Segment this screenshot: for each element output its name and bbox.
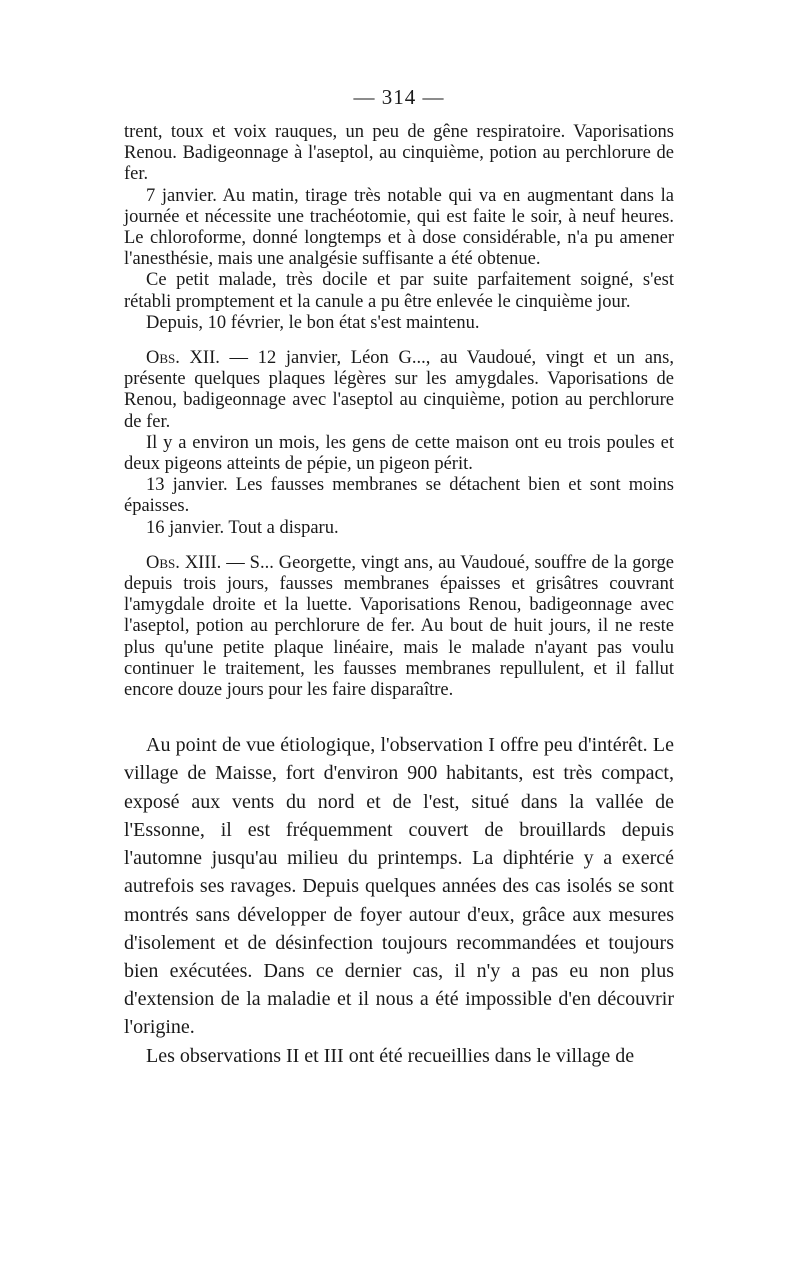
paragraph-etiology: Au point de vue étiologique, l'observation I offre peu d'intérêt. Le village de Maisse, fort d'environ 900 habitants, est très compact, exposé aux vents du nord et de l'est, situé dans la vallée de l'Essonne, il est fréquemment couvert de brouillards depuis l'automne jusqu'au milieu du printemps. La diphtérie y a exercé autrefois ses ravages. Depuis quelques années des cas isolés se sont montrés sans développer de foyer autour d'eux, grâce aux mesures d'isolement et de désinfection toujours recommandées et toujours bien exécutées. Dans ce dernier cas, il n'y a pas eu non plus d'extension de la maladie et il nous a été impossible d'en découvrir l'origine. [124,734,674,1039]
etiology-section [124,731,674,1069]
paragraph-continuation: trent, toux et voix rauques, un peu de gêne respiratoire. Vaporisations Renou. Badigeonnage à l'aseptol, au cinquième, potion au perchlorure de fer. [124,122,674,185]
observation-xii-label: Obs. XII. [146,348,220,369]
observation-xii-text: — 12 janvier, Léon G..., au Vaudoué, vingt et un ans, présente quelques plaques légères sur les amygdales. Vaporisations de Renou, badigeonnage avec l'aseptol au cinquième, potion au perchlorure de fer. [124,348,674,432]
observation-xiii-text: — S... Georgette, vingt ans, au Vaudoué, souffre de la gorge depuis trois jours, fausses membranes épaisses et grisâtres couvrant l'amygdale droite et la luette. Vaporisations Renou, badigeonnage avec l'aseptol, potion au perchlorure de fer. Au bout de huit jours, il ne reste plus qu'une petite plaque linéaire, mais le malade n'ayant pas voulu continuer le traitement, les fausses membranes repullulent, et il fallut encore douze jours pour les faire disparaître. [124,552,674,701]
observation-xii [124,348,674,433]
paragraph-jan-7: 7 janvier. Au matin, tirage très notable qui va en augmentant dans la journée et nécessite une trachéotomie, qui est faite le soir, à neuf heures. Le chloroforme, donné longtemps et à dose considérable, n'a pu amener l'anesthésie, mais une analgésie suffisante a été obtenue. [124,185,674,270]
paragraph-observations-ii-iii: Les observations II et III ont été recueillies dans le village de [146,1044,635,1067]
observation-xiii-label: Obs. XIII. [146,552,222,573]
paragraph-jan-13: 13 janvier. Les fausses membranes se détachent bien et sont moins épaisses. [124,475,674,517]
paragraph-feb-10: Depuis, 10 février, le bon état s'est maintenu. [146,312,480,333]
observation-xiii [124,553,674,701]
paragraph-pepie: Il y a environ un mois, les gens de cette maison ont eu trois poules et deux pigeons atteints de pépie, un pigeon périt. [124,432,674,475]
paragraph-jan-16: 16 janvier. Tout a disparu. [146,517,339,538]
paragraph-recovery: Ce petit malade, très docile et par suite parfaitement soigné, s'est rétabli promptement et la canule a pu être enlevée le cinquième jour. [124,270,674,312]
page-number: — 314 — [353,85,445,109]
book-page [124,84,674,1070]
case-notes [124,122,674,701]
